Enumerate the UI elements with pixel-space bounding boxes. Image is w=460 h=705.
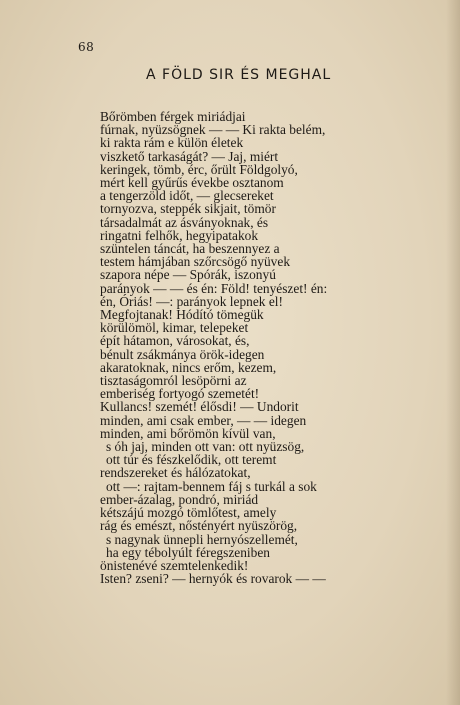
poem-line: önistenévé szemtelenkedik! — [100, 557, 249, 573]
poem-line: körülömöl, kimar, telepeket — [100, 320, 249, 336]
poem-line: ki rakta rám e külön életek — [100, 135, 244, 151]
poem-line: ha egy tébolyúlt féregszeniben — [106, 544, 270, 560]
poem-line: minden, ami bőrömön kívül van, — [100, 425, 276, 441]
poem-line: emberiség fortyogó szemetét! — [100, 386, 260, 402]
poem-line: bénult zsákmánya örök-idegen — [100, 346, 265, 362]
poem-line: Bőrömben férgek miriádjai — [100, 109, 246, 124]
poem-line: akaratoknak, nincs erőm, kezem, — [100, 359, 277, 375]
poem-line: ott túr és fészkelődik, ott teremt — [106, 452, 277, 468]
poem-body — [100, 110, 327, 585]
poem-line: a tengerzöld időt, — glecsereket — [100, 188, 274, 204]
poem-line: testem hámjában szőrcsögő nyüvek — [100, 254, 291, 270]
poem-line: kétszájú mozgó tömlőtest, amely — [100, 505, 277, 521]
poem-line: ember-ázalag, pondró, miriád — [100, 491, 259, 507]
poem-line: rendszereket és hálózatokat, — [100, 465, 251, 481]
poem-line: s nagynak ünnepli hernyószellemét, — [106, 531, 298, 547]
poem-line: szapora népe — Spórák, iszonyú — [100, 267, 276, 283]
poem-line: minden, ami csak ember, — — idegen — [100, 412, 307, 428]
poem-line: parányok — — és én: Föld! tenyészet! én: — [100, 280, 328, 296]
poem-line: s óh jaj, minden ott van: ott nyüzsög, — [106, 439, 305, 455]
poem-line: ott —: rajtam-bennem fáj s turkál a sok — [106, 478, 317, 494]
poem-line: rág és emészt, nőstényért nyüszörög, — [100, 518, 298, 534]
poem-line: tornyozva, steppék sikjait, tömör — [100, 201, 276, 217]
poem-line: keringek, tömb, érc, őrült Földgolyó, — [100, 161, 298, 177]
poem-line: fúrnak, nyüzsögnek — — Ki rakta belém, — [100, 122, 326, 138]
poem-line: én, Óriás! —: parányok lepnek el! — [100, 293, 283, 309]
poem-line: Megfojtanak! Hódító tömegük — [100, 307, 264, 323]
poem-line: épít hátamon, városokat, és, — [100, 333, 250, 349]
poem-line: Isten? zseni? — hernyók és rovarok — — — [100, 571, 326, 587]
poem-line: ringatni felhők, hegyipatakok — [100, 227, 259, 243]
poem-line: viszkető tarkaságát? — Jaj, miért — [100, 148, 279, 164]
poem-line: társadalmát az ásványoknak, és — [100, 214, 269, 230]
page-number: 68 — [78, 40, 95, 54]
poem-line: Kullancs! szemét! élősdi! — Undorit — [100, 399, 299, 415]
poem-line: mért kell gyűrűs évekbe osztanom — [100, 175, 284, 191]
poem-line: szüntelen táncát, ha beszennyez a — [100, 241, 280, 257]
poem-line: tisztaságomról lesöpörni az — [100, 373, 247, 389]
poem-title: A FÖLD SIR ÉS MEGHAL — [146, 67, 332, 83]
page-edge-shadow — [446, 0, 460, 705]
